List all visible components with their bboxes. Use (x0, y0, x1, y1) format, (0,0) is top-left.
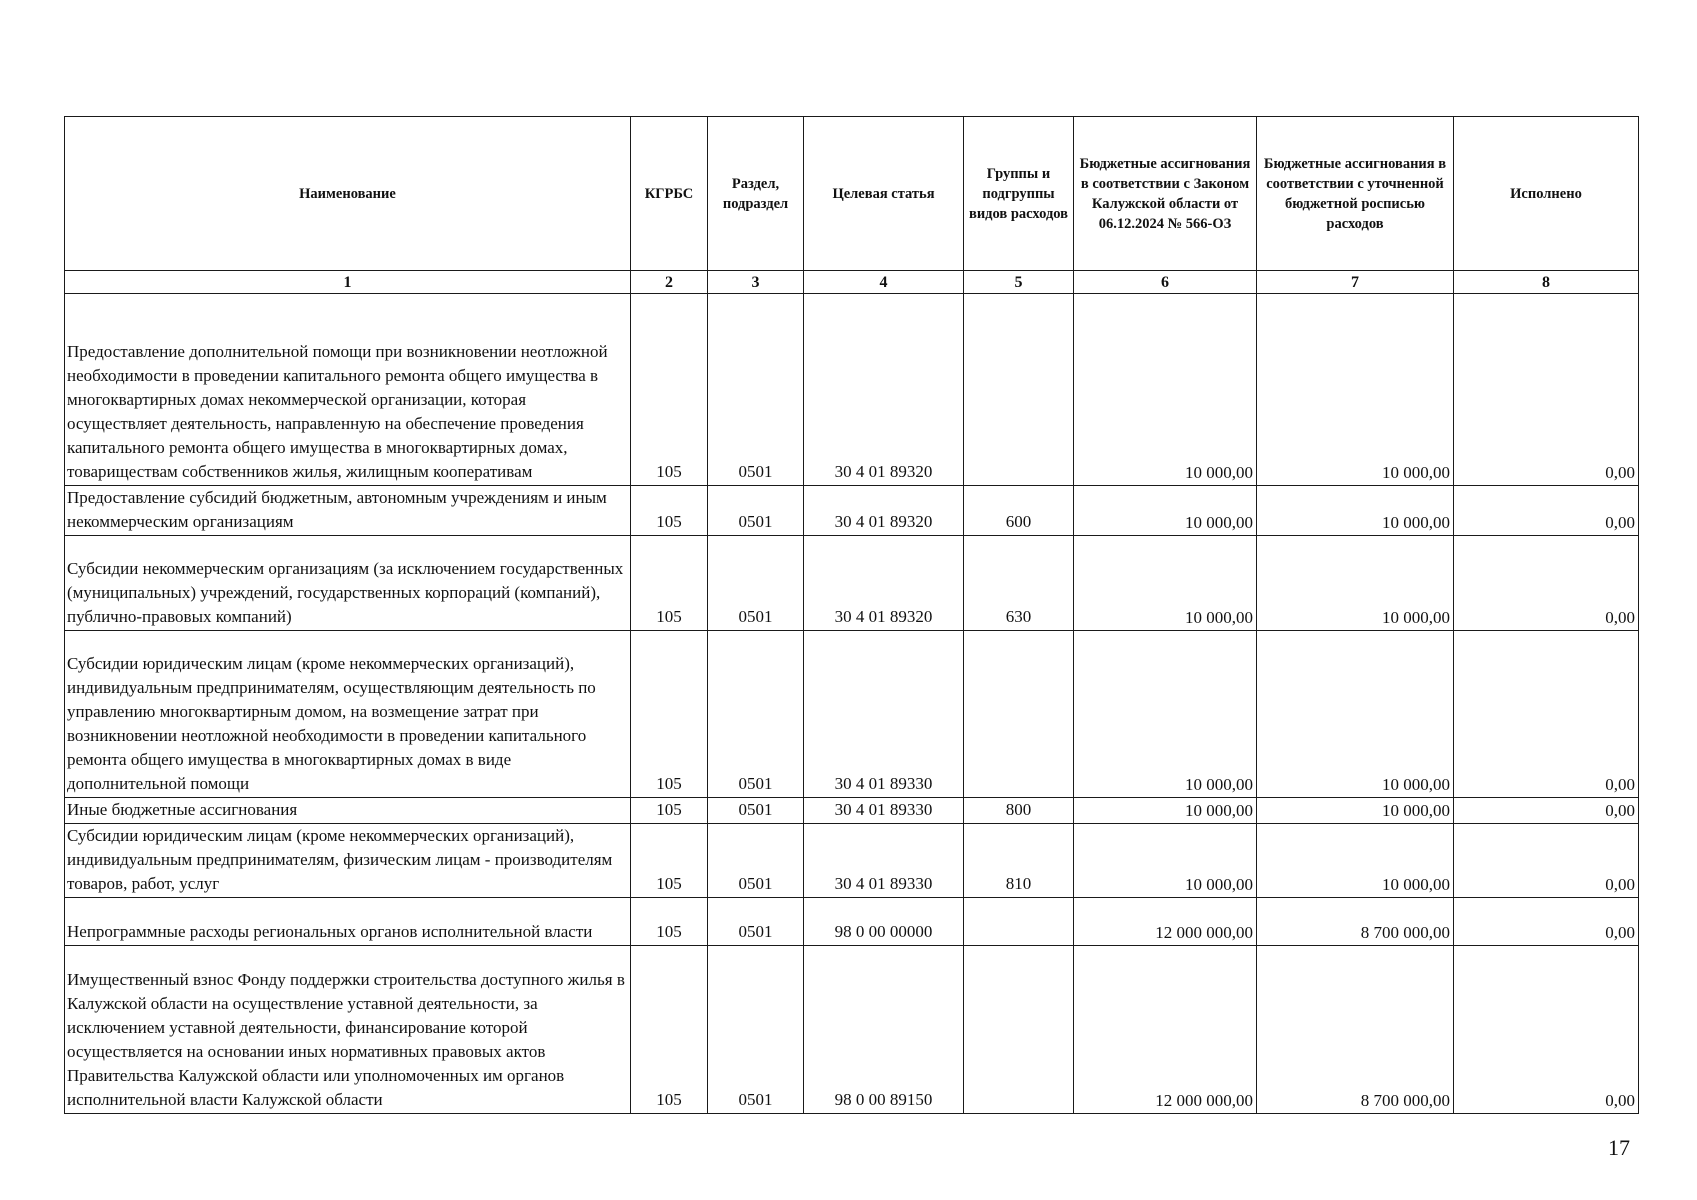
row-target-article: 30 4 01 89330 (804, 798, 964, 824)
row-refined-allocation: 8 700 000,00 (1257, 898, 1454, 946)
header-kgrbs: КГРБС (631, 117, 708, 271)
row-target-article: 30 4 01 89330 (804, 824, 964, 898)
row-law-allocation: 10 000,00 (1074, 824, 1257, 898)
row-name: Субсидии юридическим лицам (кроме некоммерческих организаций), индивидуальным предпринимателям, физическим лицам - производителям товаров, работ, услуг (65, 824, 631, 898)
row-refined-allocation: 10 000,00 (1257, 824, 1454, 898)
row-executed: 0,00 (1454, 294, 1639, 486)
row-target-article: 30 4 01 89330 (804, 631, 964, 798)
row-refined-allocation: 10 000,00 (1257, 798, 1454, 824)
table-row (65, 898, 1639, 946)
row-section: 0501 (708, 486, 804, 536)
column-number: 3 (708, 271, 804, 294)
row-refined-allocation: 8 700 000,00 (1257, 946, 1454, 1114)
row-section: 0501 (708, 798, 804, 824)
header-section: Раздел, подраздел (708, 117, 804, 271)
row-expense-group (964, 294, 1074, 486)
page-number: 17 (1608, 1135, 1630, 1160)
row-law-allocation: 12 000 000,00 (1074, 946, 1257, 1114)
row-executed: 0,00 (1454, 631, 1639, 798)
row-kgrbs: 105 (631, 946, 708, 1114)
header-name: Наименование (65, 117, 631, 271)
table-row (65, 631, 1639, 798)
row-law-allocation: 12 000 000,00 (1074, 898, 1257, 946)
table-row (65, 294, 1639, 486)
row-name: Субсидии юридическим лицам (кроме некоммерческих организаций), индивидуальным предпринимателям, осуществляющим деятельность по управлению многоквартирным домом, на возмещение затрат при возникновении неотложной необходимости в проведении капитального ремонта общего имущества в многоквартирных домах в виде дополнительной помощи (65, 631, 631, 798)
row-law-allocation: 10 000,00 (1074, 631, 1257, 798)
column-number: 4 (804, 271, 964, 294)
row-expense-group: 630 (964, 536, 1074, 631)
header-law-allocation: Бюджетные ассигнования в соответствии с Законом Калужской области от 06.12.2024 № 566-ОЗ (1074, 117, 1257, 271)
table-row (65, 946, 1639, 1114)
row-executed: 0,00 (1454, 798, 1639, 824)
table-row (65, 824, 1639, 898)
row-section: 0501 (708, 536, 804, 631)
table-row (65, 798, 1639, 824)
header-refined-allocation: Бюджетные ассигнования в соответствии с уточненной бюджетной росписью расходов (1257, 117, 1454, 271)
row-expense-group (964, 946, 1074, 1114)
row-executed: 0,00 (1454, 898, 1639, 946)
row-name: Субсидии некоммерческим организациям (за исключением государственных (муниципальных) учреждений, государственных корпораций (компаний), публично-правовых компаний) (65, 536, 631, 631)
row-section: 0501 (708, 824, 804, 898)
budget-table (64, 116, 1639, 1114)
row-kgrbs: 105 (631, 294, 708, 486)
column-number: 2 (631, 271, 708, 294)
column-number: 8 (1454, 271, 1639, 294)
row-kgrbs: 105 (631, 898, 708, 946)
header-row (65, 117, 1639, 271)
row-target-article: 98 0 00 00000 (804, 898, 964, 946)
header-expense-group: Группы и подгруппы видов расходов (964, 117, 1074, 271)
column-number: 7 (1257, 271, 1454, 294)
column-number: 1 (65, 271, 631, 294)
row-expense-group: 810 (964, 824, 1074, 898)
row-refined-allocation: 10 000,00 (1257, 631, 1454, 798)
row-refined-allocation: 10 000,00 (1257, 536, 1454, 631)
row-kgrbs: 105 (631, 486, 708, 536)
row-target-article: 30 4 01 89320 (804, 486, 964, 536)
row-name: Имущественный взнос Фонду поддержки строительства доступного жилья в Калужской области на осуществление уставной деятельности, за исключением уставной деятельности, финансирование которой осуществляется на основании иных нормативных правовых актов Правительства Калужской области или уполномоченных им органов исполнительной власти Калужской области (65, 946, 631, 1114)
row-section: 0501 (708, 631, 804, 798)
row-kgrbs: 105 (631, 536, 708, 631)
row-law-allocation: 10 000,00 (1074, 294, 1257, 486)
row-kgrbs: 105 (631, 824, 708, 898)
row-refined-allocation: 10 000,00 (1257, 486, 1454, 536)
column-number: 5 (964, 271, 1074, 294)
row-executed: 0,00 (1454, 824, 1639, 898)
row-target-article: 30 4 01 89320 (804, 294, 964, 486)
row-name: Предоставление дополнительной помощи при возникновении неотложной необходимости в проведении капитального ремонта общего имущества в многоквартирных домах некоммерческой организации, которая осуществляет деятельность, направленную на обеспечение проведения капитального ремонта общего имущества в многоквартирных домах, товариществам собственников жилья, жилищным кооперативам (65, 294, 631, 486)
row-expense-group (964, 898, 1074, 946)
row-kgrbs: 105 (631, 798, 708, 824)
row-section: 0501 (708, 946, 804, 1114)
row-target-article: 98 0 00 89150 (804, 946, 964, 1114)
row-executed: 0,00 (1454, 536, 1639, 631)
row-law-allocation: 10 000,00 (1074, 536, 1257, 631)
table-row (65, 536, 1639, 631)
row-name: Предоставление субсидий бюджетным, автономным учреждениям и иным некоммерческим организациям (65, 486, 631, 536)
table-row (65, 486, 1639, 536)
row-target-article: 30 4 01 89320 (804, 536, 964, 631)
header-executed: Исполнено (1454, 117, 1639, 271)
header-target-article: Целевая статья (804, 117, 964, 271)
row-name: Иные бюджетные ассигнования (65, 798, 631, 824)
row-expense-group: 600 (964, 486, 1074, 536)
row-kgrbs: 105 (631, 631, 708, 798)
column-number: 6 (1074, 271, 1257, 294)
row-expense-group (964, 631, 1074, 798)
row-expense-group: 800 (964, 798, 1074, 824)
row-executed: 0,00 (1454, 486, 1639, 536)
row-law-allocation: 10 000,00 (1074, 798, 1257, 824)
row-law-allocation: 10 000,00 (1074, 486, 1257, 536)
row-refined-allocation: 10 000,00 (1257, 294, 1454, 486)
row-section: 0501 (708, 898, 804, 946)
row-executed: 0,00 (1454, 946, 1639, 1114)
row-name: Непрограммные расходы региональных органов исполнительной власти (65, 898, 631, 946)
row-section: 0501 (708, 294, 804, 486)
column-number-row (65, 271, 1639, 294)
